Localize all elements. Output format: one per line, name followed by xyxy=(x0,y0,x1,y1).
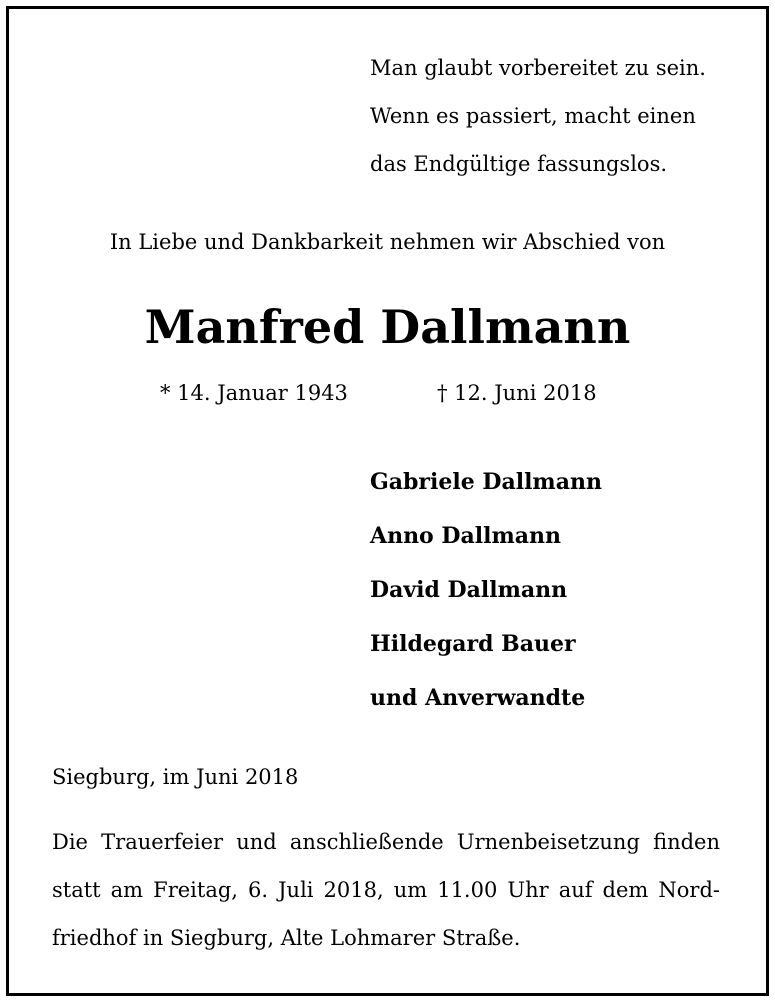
mourner-name: Gabriele Dallmann xyxy=(370,469,602,495)
place-date: Siegburg, im Juni 2018 xyxy=(52,765,299,789)
death-date: † 12. Juni 2018 xyxy=(437,381,597,405)
birth-date: * 14. Januar 1943 xyxy=(160,381,348,405)
mourners-list xyxy=(370,455,602,725)
service-line: Die Trauerfeier und anschließende Urnenbeisetzung finden xyxy=(52,830,720,854)
quote-line: Man glaubt vorbereitet zu sein. xyxy=(370,56,706,80)
service-line: friedhof in Siegburg, Alte Lohmarer Straße. xyxy=(52,926,521,950)
service-line: statt am Freitag, 6. Juli 2018, um 11.00 Uhr auf dem Nord- xyxy=(52,878,720,902)
quote-line: Wenn es passiert, macht einen xyxy=(370,104,696,128)
mourner-name: Hildegard Bauer xyxy=(370,631,576,657)
deceased-name: Manfred Dallmann xyxy=(144,300,631,354)
quote-block xyxy=(370,44,706,188)
mourner-name: Anno Dallmann xyxy=(370,523,561,549)
quote-line: das Endgültige fassungslos. xyxy=(370,152,668,176)
intro-text: In Liebe und Dankbarkeit nehmen wir Abschied von xyxy=(109,230,666,254)
mourner-name: und Anverwandte xyxy=(370,685,586,711)
mourner-name: David Dallmann xyxy=(370,577,568,603)
service-info xyxy=(52,818,720,962)
